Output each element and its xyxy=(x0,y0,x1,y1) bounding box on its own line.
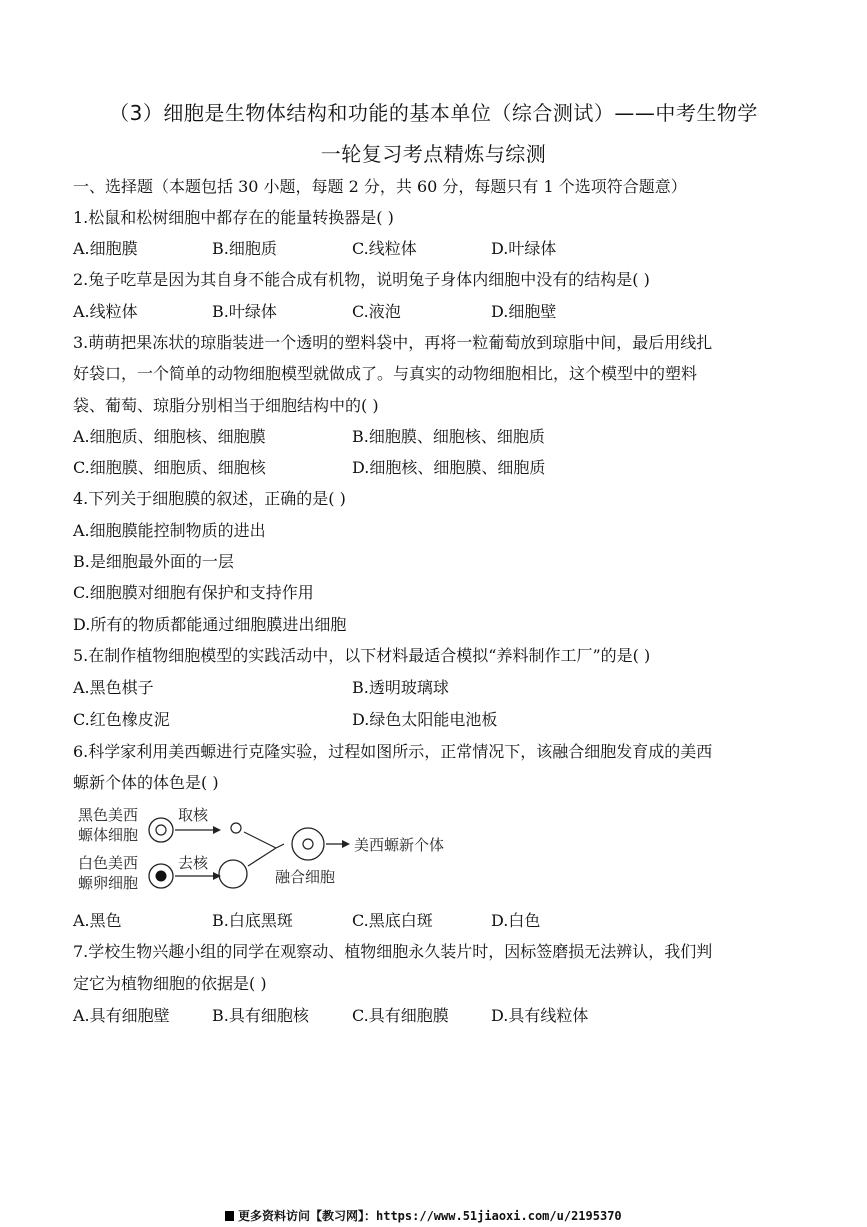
q2-option-d: D.细胞壁 xyxy=(491,302,557,321)
q4-option-a: A.细胞膜能控制物质的进出 xyxy=(73,521,266,540)
question-6-stem-line2: 螈新个体的体色是( ) xyxy=(73,773,219,792)
cloning-diagram xyxy=(70,800,470,900)
extracted-nucleus xyxy=(231,823,241,833)
question-1-stem: 1.松鼠和松树细胞中都存在的能量转换器是( ) xyxy=(73,208,394,227)
merge-line-top xyxy=(244,832,276,848)
black-body-cell-nucleus xyxy=(156,825,166,835)
q3-option-c: C.细胞膜、细胞质、细胞核 xyxy=(73,458,266,477)
question-3-stem-line2: 好袋口，一个简单的动物细胞模型就做成了。与真实的动物细胞相比，这个模型中的塑料 xyxy=(73,364,698,383)
fused-cell-nucleus xyxy=(303,839,313,849)
q5-option-c: C.红色橡皮泥 xyxy=(73,710,170,729)
q7-option-b: B.具有细胞核 xyxy=(212,1006,309,1025)
remove-nucleus-label: 去核 xyxy=(178,854,209,872)
q4-option-c: C.细胞膜对细胞有保护和支持作用 xyxy=(73,583,314,602)
q6-option-a: A.黑色 xyxy=(73,911,122,930)
merge-line-bottom xyxy=(248,848,276,866)
q1-option-c: C.线粒体 xyxy=(352,239,417,258)
take-nucleus-arrowhead xyxy=(213,826,221,834)
fused-cell-label: 融合细胞 xyxy=(275,868,336,886)
q6-option-d: D.白色 xyxy=(491,911,541,930)
q2-option-b: B.叶绿体 xyxy=(212,302,277,321)
page-title-line2: 一轮复习考点精炼与综测 xyxy=(320,142,547,166)
question-7-stem-line2: 定它为植物细胞的依据是( ) xyxy=(73,974,267,993)
q1-option-a: A.细胞膜 xyxy=(73,239,138,258)
q1-option-b: B.细胞质 xyxy=(212,239,277,258)
footer-link[interactable] xyxy=(225,1207,622,1224)
page-title-line1: （3）细胞是生物体结构和功能的基本单位（综合测试）——中考生物学 xyxy=(109,101,758,125)
enucleated-egg-cell xyxy=(219,860,247,888)
take-nucleus-label: 取核 xyxy=(178,806,209,824)
question-4-stem: 4.下列关于细胞膜的叙述，正确的是( ) xyxy=(73,489,346,508)
q5-option-a: A.黑色棋子 xyxy=(73,678,154,697)
question-2-stem: 2.兔子吃草是因为其自身不能合成有机物，说明兔子身体内细胞中没有的结构是( ) xyxy=(73,270,650,289)
q5-option-d: D.绿色太阳能电池板 xyxy=(352,710,498,729)
q2-option-a: A.线粒体 xyxy=(73,302,138,321)
develop-arrowhead xyxy=(342,840,350,848)
q3-option-b: B.细胞膜、细胞核、细胞质 xyxy=(352,427,545,446)
white-cell-label-1: 白色美西 xyxy=(78,854,139,872)
q4-option-d: D.所有的物质都能通过细胞膜进出细胞 xyxy=(73,615,347,634)
new-individual-label: 美西螈新个体 xyxy=(354,836,445,854)
flag-icon xyxy=(225,1211,234,1221)
black-cell-label-2: 螈体细胞 xyxy=(78,826,139,844)
question-3-stem-line1: 3.萌萌把果冻状的琼脂装进一个透明的塑料袋中，再将一粒葡萄放到琼脂中间，最后用线扎 xyxy=(73,333,713,352)
q2-option-c: C.液泡 xyxy=(352,302,401,321)
merge-line-out xyxy=(276,844,284,848)
footer-text[interactable]: 更多资料访问【教习网】：https://www.51jiaoxi.com/u/2195370 xyxy=(238,1209,622,1223)
question-6-stem-line1: 6.科学家利用美西螈进行克隆实验，过程如图所示，正常情况下，该融合细胞发育成的美西 xyxy=(73,742,713,761)
q4-option-b: B.是细胞最外面的一层 xyxy=(73,552,234,571)
q6-option-b: B.白底黑斑 xyxy=(212,911,293,930)
white-cell-label-2: 螈卵细胞 xyxy=(78,874,139,892)
white-egg-cell-nucleus xyxy=(156,871,167,882)
section-heading: 一、选择题（本题包括 30 小题，每题 2 分，共 60 分，每题只有 1 个选项符合题意） xyxy=(73,177,687,196)
q3-option-d: D.细胞核、细胞膜、细胞质 xyxy=(352,458,546,477)
q1-option-d: D.叶绿体 xyxy=(491,239,557,258)
q7-option-c: C.具有细胞膜 xyxy=(352,1006,449,1025)
q7-option-d: D.具有线粒体 xyxy=(491,1006,589,1025)
q6-option-c: C.黑底白斑 xyxy=(352,911,433,930)
q5-option-b: B.透明玻璃球 xyxy=(352,678,449,697)
black-body-cell xyxy=(149,818,173,842)
question-5-stem: 5.在制作植物细胞模型的实践活动中，以下材料最适合模拟“养料制作工厂”的是( ) xyxy=(73,646,651,665)
q3-option-a: A.细胞质、细胞核、细胞膜 xyxy=(73,427,266,446)
question-7-stem-line1: 7.学校生物兴趣小组的同学在观察动、植物细胞永久装片时，因标签磨损无法辨认，我们判 xyxy=(73,942,713,961)
q7-option-a: A.具有细胞壁 xyxy=(73,1006,170,1025)
fused-cell xyxy=(292,828,324,860)
question-3-stem-line3: 袋、葡萄、琼脂分别相当于细胞结构中的( ) xyxy=(73,396,379,415)
black-cell-label-1: 黑色美西 xyxy=(78,806,139,824)
